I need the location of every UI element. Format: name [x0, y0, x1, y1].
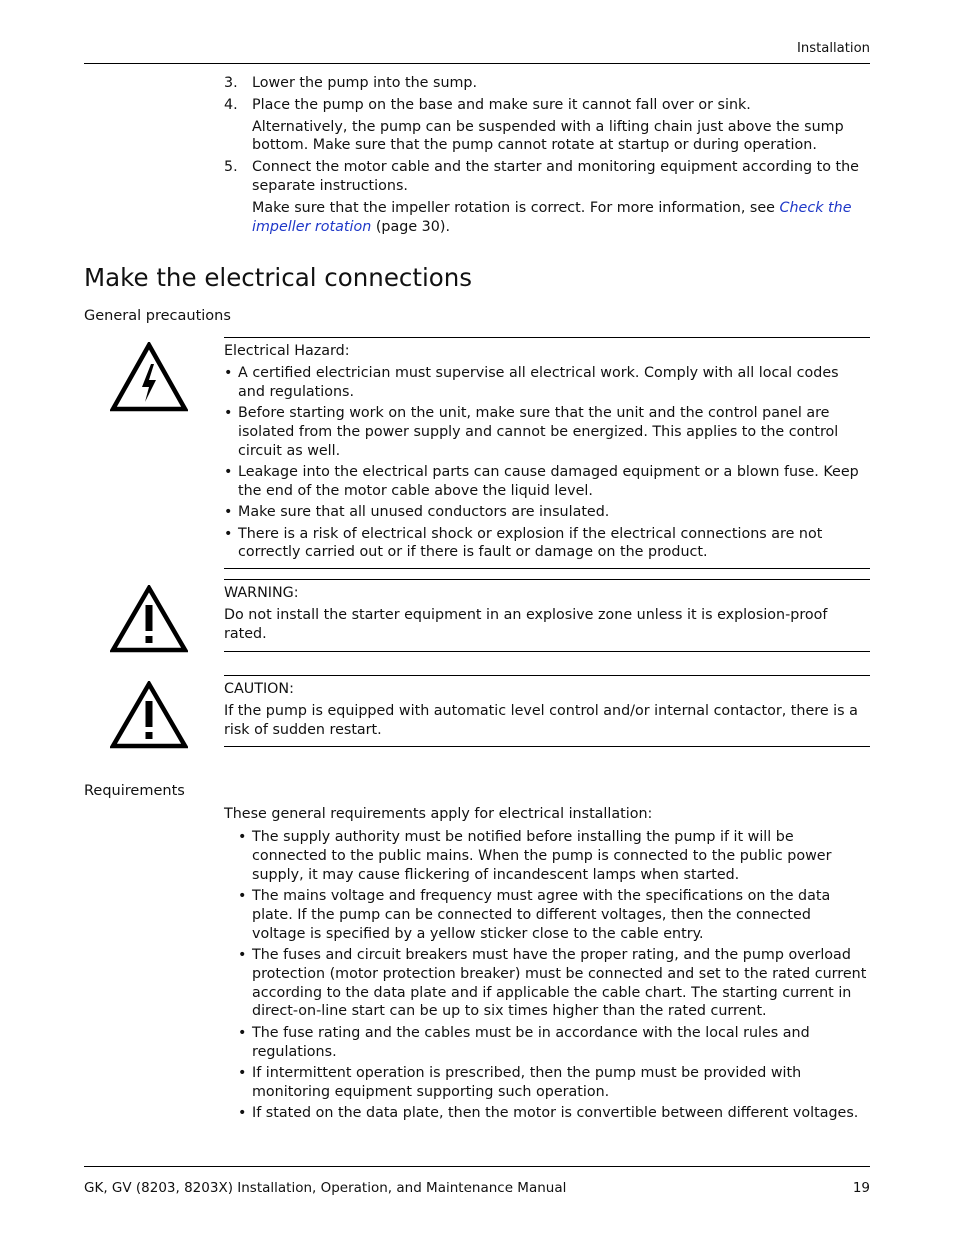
- list-item: • A certified electrician must supervise all electrical work. Comply with all local codes and regulations.: [224, 364, 839, 400]
- step-5: [224, 158, 864, 236]
- warning-icon: [110, 585, 188, 653]
- page-header: [84, 0, 870, 64]
- list-item: • The supply authority must be notified before installing the pump if it will be connected to the public mains. When the pump is connected to the public power supply, it may cause flickering of incandescent lamps when started.: [238, 829, 832, 883]
- caution-notice: [224, 675, 870, 747]
- bullet: •: [238, 1064, 247, 1081]
- footer-manual-title: GK, GV (8203, 8203X) Installation, Operation, and Maintenance Manual: [84, 1180, 567, 1196]
- step-text: Place the pump on the base and make sure it cannot fall over or sink.: [252, 96, 751, 113]
- list-item: • If stated on the data plate, then the motor is convertible between different voltages.: [238, 1105, 859, 1122]
- bullet: •: [224, 364, 233, 381]
- notice-text: If the pump is equipped with automatic level control and/or internal contactor, there is a risk of sudden restart.: [224, 702, 858, 738]
- notice-text: Do not install the starter equipment in an explosive zone unless it is explosion-proof rated.: [224, 606, 828, 642]
- step-number: 3.: [224, 75, 238, 91]
- section-heading: Make the electrical connections: [84, 263, 473, 292]
- bullet: •: [238, 1105, 247, 1122]
- header-section-title: Installation: [796, 41, 870, 56]
- list-item: • Make sure that all unused conductors are insulated.: [224, 504, 610, 521]
- bullet: •: [224, 404, 233, 421]
- notice-title: WARNING:: [224, 585, 299, 601]
- list-item: • The fuses and circuit breakers must have the proper rating, and the pump overload protection (motor protection breaker) must be connected and set to the rated current according to the data plate and if applicable the cable chart. The starting current in direct-on-line start can be up to six times higher than the rated current.: [238, 946, 867, 1020]
- step-number: 5.: [224, 159, 238, 176]
- list-item: • Before starting work on the unit, make sure that the unit and the control panel are isolated from the power supply and cannot be energized. This applies to the control circuit as well.: [224, 404, 839, 459]
- notice-title: Electrical Hazard:: [224, 343, 350, 359]
- hazard-bullet-list: [224, 364, 870, 562]
- requirements-bullet-list: [238, 828, 868, 1126]
- impeller-rotation-link[interactable]: Check the impeller rotation: [252, 199, 852, 235]
- list-item: • The mains voltage and frequency must agree with the specifications on the data plate. If the pump can be connected to different voltages, then the connected voltage is specified by a yellow sticker close to the cable entry.: [238, 887, 831, 942]
- bullet: •: [224, 463, 233, 480]
- step-note-text: Make sure that the impeller rotation is correct. For more information, see: [252, 199, 780, 216]
- general-precautions-heading: General precautions: [84, 308, 231, 324]
- notice-title: CAUTION:: [224, 681, 294, 697]
- step-3: [224, 74, 864, 93]
- requirements-heading: Requirements: [84, 783, 185, 799]
- page-footer: [84, 1166, 870, 1196]
- bullet: •: [238, 829, 247, 845]
- step-4: [224, 96, 864, 155]
- bullet: •: [238, 946, 247, 963]
- divider: [224, 568, 870, 569]
- list-item: • The fuse rating and the cables must be in accordance with the local rules and regulations.: [238, 1024, 810, 1060]
- requirements-intro: These general requirements apply for electrical installation:: [224, 806, 653, 822]
- bullet: •: [238, 1024, 247, 1041]
- step-note-page-ref: (page 30).: [371, 218, 451, 235]
- caution-icon: [110, 681, 188, 749]
- electrical-hazard-notice: [224, 337, 870, 571]
- step-text: Lower the pump into the sump.: [252, 75, 478, 91]
- step-text: Connect the motor cable and the starter and monitoring equipment according to the separate instructions.: [252, 159, 859, 194]
- page-number: 19: [852, 1180, 870, 1196]
- warning-notice: [224, 579, 870, 652]
- list-item: • Leakage into the electrical parts can cause damaged equipment or a blown fuse. Keep the end of the motor cable above the liquid level.: [224, 463, 859, 499]
- procedure-steps: [224, 74, 864, 239]
- bullet: •: [224, 504, 233, 521]
- bullet: •: [224, 525, 233, 542]
- step-number: 4.: [224, 96, 238, 113]
- list-item: • There is a risk of electrical shock or explosion if the electrical connections are not correctly carried out or if there is fault or damage on the product.: [224, 525, 823, 561]
- electrical-hazard-icon: [110, 342, 188, 412]
- step-note: [252, 199, 864, 237]
- bullet: •: [238, 887, 247, 904]
- step-note: Alternatively, the pump can be suspended with a lifting chain just above the sump bottom. Make sure that the pump cannot rotate at startup or during operation.: [252, 118, 844, 154]
- list-item: • If intermittent operation is prescribed, then the pump must be provided with monitoring equipment supporting such operation.: [238, 1064, 802, 1100]
